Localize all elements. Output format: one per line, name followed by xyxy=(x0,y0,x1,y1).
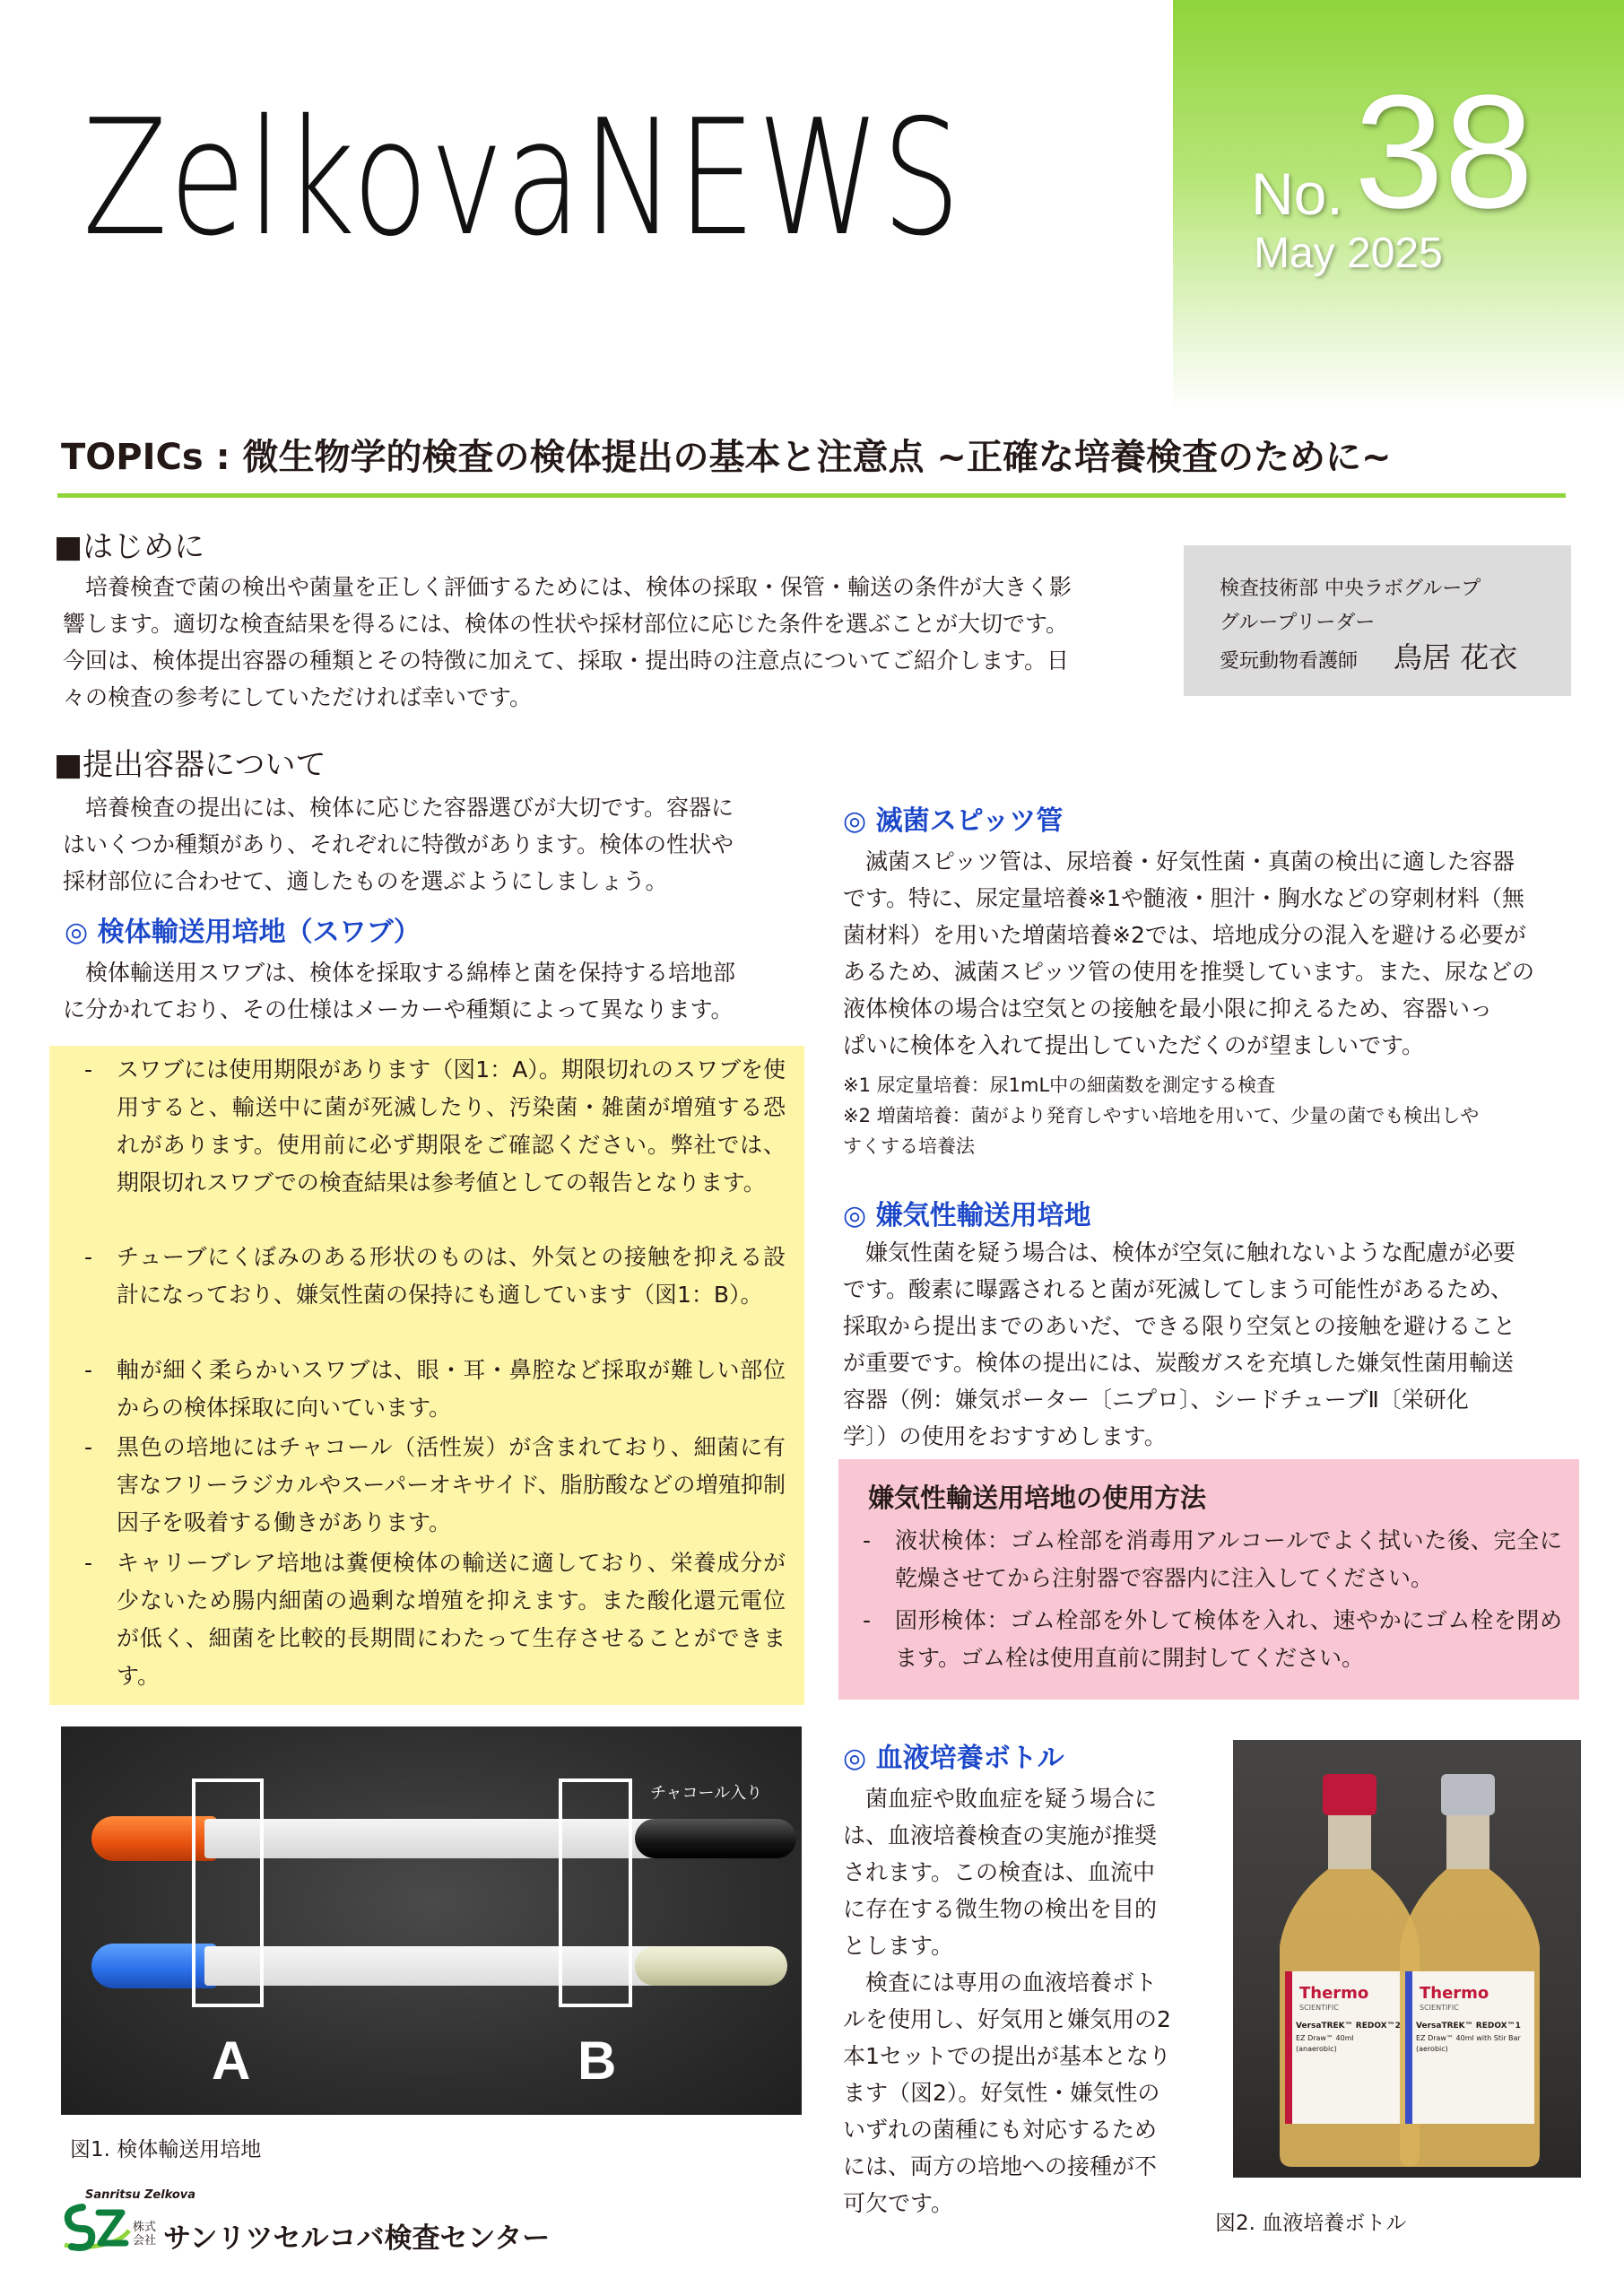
intro-line: 響します。適切な検査結果を得るには、検体の性状や採材部位に応じた条件を選ぶことが大切です。 xyxy=(63,611,1069,637)
blood-line: に存在する微生物の検出を目的 xyxy=(843,1896,1158,1922)
spitz-line: あるため、滅菌スピッツ管の使用を推奨しています。また、尿などの xyxy=(843,959,1535,985)
figure-2-caption: 図2. 血液培養ボトル xyxy=(1215,2212,1407,2235)
figure-2-blood-bottles-photo xyxy=(1233,1740,1581,2178)
footnote: ※2 増菌培養：菌がより発育しやすい培地を用いて、少量の菌でも検出しや xyxy=(843,1105,1480,1126)
bottle-product-sub-right: EZ Draw™ 40ml with Stir Bar xyxy=(1416,2034,1521,2042)
intro-line: 培養検査で菌の検出や菌量を正しく評価するためには、検体の採取・保管・輸送の条件が大きく影 xyxy=(63,574,1073,600)
blood-line: とします。 xyxy=(843,1933,954,1959)
usage-bullet: - 液状検体：ゴム栓部を消毒用アルコールでよく拭いた後、完全に乾燥させてから注射器で容器内に注入してください。 xyxy=(863,1527,1562,1591)
issue-number-label: No. xyxy=(1251,161,1343,227)
swab-bullet: - キャリーブレア培地は糞便検体の輸送に適しており、栄養成分が少ないため腸内細菌の過剰な増殖を抑えます。また酸化還元電位が低く、細菌を比較的長期間にわたって生存させることができます。 xyxy=(84,1550,786,1689)
swab-tube-clear xyxy=(635,1946,787,1986)
swab-body xyxy=(63,954,807,1028)
author-department: 検査技術部 中央ラボグループ xyxy=(1220,578,1481,600)
bottle-brand-left: Thermo xyxy=(1299,1984,1369,2003)
swab-bullet: - 黒色の培地にはチャコール（活性炭）が含まれており、細菌に有害なフリーラジカルやスーパーオキサイド、脂肪酸などの増殖抑制因子を吸着する働きがあります。 xyxy=(84,1434,786,1535)
containers-line: 培養検査の提出には、検体に応じた容器選びが大切です。容器に xyxy=(63,795,734,821)
footnote: ※1 尿定量培養：尿1mL中の細菌数を測定する検査 xyxy=(843,1074,1276,1096)
blood-line: 菌血症や敗血症を疑う場合に xyxy=(843,1786,1158,1812)
blood-line: には、両方の培地への接種が不 xyxy=(843,2153,1158,2179)
author-role: グループリーダー xyxy=(1220,612,1376,634)
anaerobic-line: 嫌気性菌を疑う場合は、検体が空気に触れないような配慮が必要 xyxy=(843,1239,1516,1265)
spitz-notes xyxy=(843,1070,1583,1161)
usage-bullet: - 固形検体：ゴム栓部を外して検体を入れ、速やかにゴム栓を閉めます。ゴム栓は使用直前に開封してください。 xyxy=(863,1607,1562,1671)
swab-bullet: - スワブには使用期限があります（図1：A）。期限切れのスワブを使用すると、輸送中に菌が死滅したり、汚染菌・雑菌が増殖する恐れがあります。使用前に必ず期限をご確認ください。弊社では、期限切れスワブでの検査結果は参考値としての報告となります。 xyxy=(84,1057,786,1196)
swab-heading: ◎ 検体輸送用培地（スワブ） xyxy=(65,917,421,948)
blood-line: ます（図2）。好気性・嫌気性の xyxy=(843,2080,1160,2106)
blood-line: 本1セットでの提出が基本となり xyxy=(843,2043,1171,2069)
bottle-brand-sub-left: SCIENTIFIC xyxy=(1299,2004,1339,2012)
author-title-line xyxy=(1220,640,1571,679)
anaerobic-body xyxy=(843,1234,1583,1455)
anaerobic-heading: ◎ 嫌気性輸送用培地 xyxy=(843,1200,1091,1231)
spitz-line: 液体検体の場合は空気との接触を最小限に抑えるため、容器いっ xyxy=(843,996,1493,1022)
spitz-body xyxy=(843,843,1583,1064)
containers-line: 採材部位に合わせて、適したものを選ぶようにしましょう。 xyxy=(63,868,668,894)
masthead-title: ZelkovaNEWS xyxy=(83,85,962,271)
spitz-heading: ◎ 滅菌スピッツ管 xyxy=(843,805,1064,837)
blood-line: されます。この検査は、血流中 xyxy=(843,1859,1156,1885)
spitz-line: ぱいに検体を入れて提出していただくのが望ましいです。 xyxy=(843,1032,1425,1058)
spitz-line: です。特に、尿定量培養※1や髄液・胆汁・胸水などの穿刺材料（無 xyxy=(843,885,1524,911)
figure-label-b: B xyxy=(578,2031,617,2091)
company-name: サンリツセルコバ検査センター xyxy=(163,2222,551,2255)
issue-number: 38 xyxy=(1354,62,1534,242)
blood-culture-body xyxy=(843,1780,1220,2222)
author-name: 鳥居 花衣 xyxy=(1394,640,1518,674)
bottle-neck xyxy=(1328,1815,1371,1869)
blood-line: は、血液培養検査の実施が推奨 xyxy=(843,1822,1158,1848)
containers-line: はいくつか種類があり、それぞれに特徴があります。検体の性状や xyxy=(63,831,734,857)
highlight-frame-a xyxy=(192,1779,264,2007)
swab-tube-charcoal xyxy=(635,1819,796,1858)
anaerobic-line: 採取から提出までのあいだ、できる限り空気との接触を避けること xyxy=(843,1313,1516,1339)
figure-label-a: A xyxy=(212,2031,251,2091)
swab-bullet: - 軸が細く柔らかいスワブは、眼・耳・鼻腔など採取が難しい部位からの検体採取に向いています。 xyxy=(84,1357,786,1421)
anaerobic-line: が重要です。検体の提出には、炭酸ガスを充填した嫌気性菌用輸送 xyxy=(843,1350,1515,1376)
silver-cap xyxy=(1441,1774,1495,1815)
containers-heading: ■提出容器について xyxy=(54,747,326,783)
logo-brand-text: Sanritsu Zelkova xyxy=(85,2188,196,2202)
swab-bullet: - チューブにくぼみのある形状のものは、外気との接触を抑える設計になっており、嫌気性菌の保持にも適しています（図1：B）。 xyxy=(84,1244,786,1308)
blood-line: 検査には専用の血液培養ボト xyxy=(843,1970,1158,1996)
topic-title: TOPICs : 微生物学的検査の検体提出の基本と注意点 ~正確な培養検査のために~ xyxy=(61,437,1392,478)
blood-line: ルを使用し、好気用と嫌気用の2 xyxy=(843,2006,1171,2032)
spitz-line: 滅菌スピッツ管は、尿培養・好気性菌・真菌の検出に適した容器 xyxy=(843,848,1515,874)
issue-date: May 2025 xyxy=(1254,230,1443,277)
bottle-brand-sub-right: SCIENTIFIC xyxy=(1420,2004,1459,2012)
figure-1-caption: 図1. 検体輸送用培地 xyxy=(70,2138,262,2161)
bottle-type-right: (aerobic) xyxy=(1416,2045,1448,2053)
spitz-line: 菌材料）を用いた増菌培養※2では、培地成分の混入を避ける必要が xyxy=(843,922,1526,948)
anaerobic-line: 容器（例：嫌気ポーター〔ニプロ〕、シードチューブⅡ〔栄研化 xyxy=(843,1387,1469,1413)
intro-line: 々の検査の参考にしていただければ幸いです。 xyxy=(63,684,533,710)
intro-heading: ■はじめに xyxy=(54,529,205,565)
blood-line: いずれの菌種にも対応するため xyxy=(843,2117,1158,2143)
intro-line: 今回は、検体提出容器の種類とその特徴に加えて、採取・提出時の注意点についてご紹介します。日 xyxy=(63,648,1070,674)
topic-divider xyxy=(57,493,1566,498)
anaerobic-usage-title: 嫌気性輸送用培地の使用方法 xyxy=(868,1483,1207,1513)
anaerobic-line: です。酸素に曝露されると菌が死滅してしまう可能性があるため、 xyxy=(843,1276,1514,1302)
swab-line: に分かれており、その仕様はメーカーや種類によって異なります。 xyxy=(63,996,734,1022)
author-box xyxy=(1184,545,1571,696)
logo-corp-type: 株式会社 xyxy=(133,2221,157,2248)
bottle-neck xyxy=(1446,1815,1489,1869)
highlight-frame-b xyxy=(559,1779,632,2007)
swab-line: 検体輸送用スワブは、検体を採取する綿棒と菌を保持する培地部 xyxy=(63,960,736,986)
bottle-product-sub-left: EZ Draw™ 40ml xyxy=(1296,2034,1354,2042)
bottle-brand-right: Thermo xyxy=(1420,1984,1489,2003)
blood-line: 可欠です。 xyxy=(843,2190,954,2216)
charcoal-label: チャコール入り xyxy=(650,1784,763,1803)
bottle-product-right: VersaTREK™ REDOX™1 xyxy=(1416,2022,1521,2031)
footnote: すくする培養法 xyxy=(843,1135,975,1157)
intro-body xyxy=(63,569,1175,716)
blood-culture-bottles-illustration xyxy=(1233,1740,1581,2178)
red-cap xyxy=(1323,1774,1376,1815)
bottle-type-left: (anaerobic) xyxy=(1296,2045,1337,2053)
bottle-product-left: VersaTREK™ REDOX™2 xyxy=(1296,2022,1401,2031)
author-qualification: 愛玩動物看護師 xyxy=(1220,650,1359,673)
blood-culture-heading: ◎ 血液培養ボトル xyxy=(843,1743,1064,1774)
containers-body xyxy=(63,789,807,900)
anaerobic-line: 学〕）の使用をおすすめします。 xyxy=(843,1423,1167,1449)
